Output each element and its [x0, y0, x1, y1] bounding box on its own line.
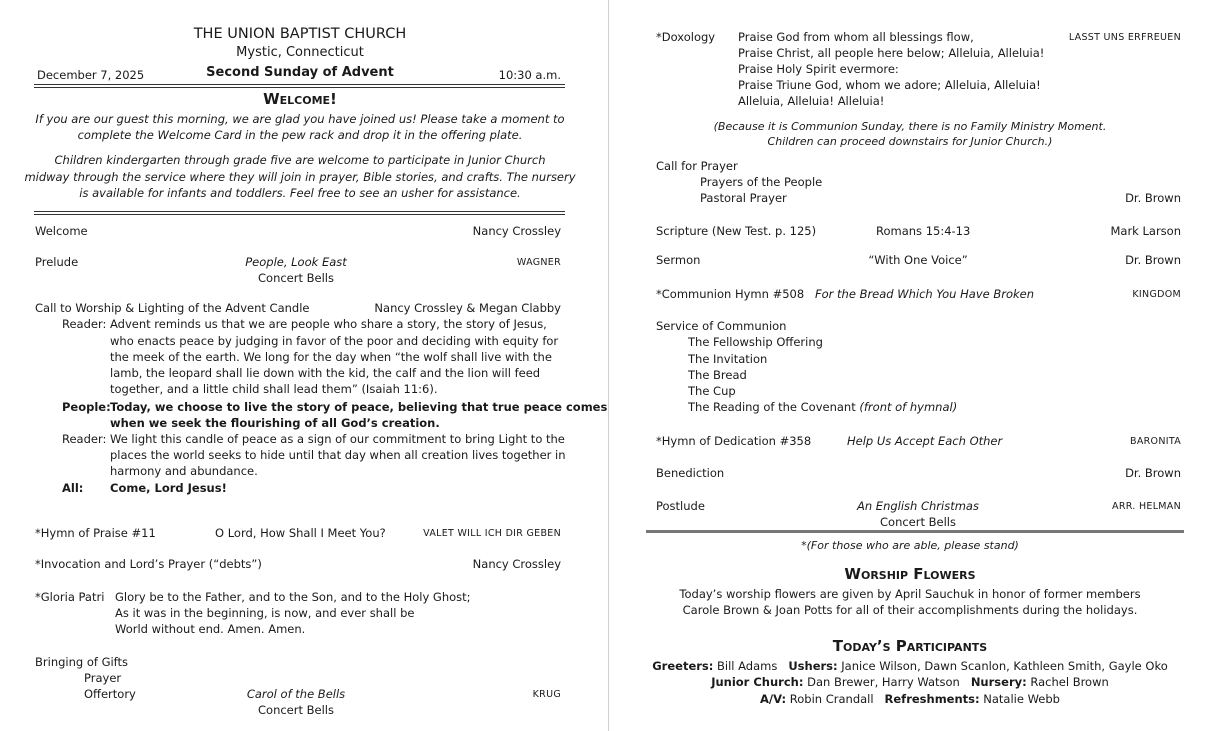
gloria-line: World without end. Amen. Amen. — [115, 622, 306, 636]
av-label: A/V: — [760, 692, 787, 706]
doxology-line: Praise Triune God, whom we adore; Alleluia, Alleluia! — [738, 78, 1041, 92]
service-occasion: Second Sunday of Advent — [206, 65, 394, 80]
header-rule — [34, 84, 565, 88]
invocation-leader: Nancy Crossley — [472, 557, 561, 571]
hymn-of-praise-title: O Lord, How Shall I Meet You? — [215, 526, 386, 540]
all-label: All: — [62, 481, 84, 495]
communion-hymn-label: *Communion Hymn #508 — [656, 287, 805, 301]
nursery-label: Nursery: — [970, 675, 1027, 689]
covenant-text: The Reading of the Covenant — [688, 400, 860, 414]
junior-church-text: is available for infants and toddlers. Feel free to see an usher for assistance. — [79, 186, 521, 200]
nursery-names: Rachel Brown — [1026, 675, 1109, 689]
doxology-tune: LASST UNS ERFREUEN — [1068, 32, 1181, 43]
doxology-line: Praise Christ, all people here below; Alleluia, Alleluia! — [738, 46, 1045, 60]
junior-church-label: Junior Church: — [711, 675, 804, 689]
flowers-heading: Worship Flowers — [844, 565, 976, 583]
church-name: THE UNION BAPTIST CHURCH — [193, 26, 407, 42]
right-page — [610, 0, 1220, 731]
reader-line: the meek of the earth. We long for the day when “the wolf shall live with the — [110, 350, 552, 364]
people-line: when we seek the flourishing of all God’s creation. — [110, 416, 440, 430]
prelude-title: People, Look East — [245, 255, 347, 269]
hymn-of-praise-label: *Hymn of Praise #11 — [35, 526, 156, 540]
service-time: 10:30 a.m. — [498, 68, 561, 82]
prelude-composer: WAGNER — [516, 257, 561, 268]
service-date: December 7, 2025 — [37, 68, 145, 82]
reader-line: who enacts peace by judging in favor of the poor and deciding with equity for — [110, 334, 559, 348]
communion-note: Children can proceed downstairs for Junior Church.) — [767, 135, 1053, 148]
communion-item: The Bread — [688, 368, 747, 382]
sermon-title: “With One Voice” — [868, 253, 968, 267]
people-label: People: — [62, 400, 111, 414]
refreshments-names: Natalie Webb — [979, 692, 1060, 706]
church-location: Mystic, Connecticut — [236, 45, 364, 60]
offertory-title: Carol of the Bells — [246, 687, 346, 701]
page-divider — [608, 0, 609, 731]
postlude-composer: ARR. HELMAN — [1112, 501, 1181, 512]
sermon-leader: Dr. Brown — [1125, 253, 1181, 267]
invocation-label: *Invocation and Lord’s Prayer (“debts”) — [35, 557, 262, 571]
offertory-performer: Concert Bells — [258, 703, 334, 717]
sermon-label: Sermon — [656, 253, 701, 267]
communion-note: (Because it is Communion Sunday, there is no Family Ministry Moment. — [713, 120, 1107, 133]
gloria-line: Glory be to the Father, and to the Son, and to the Holy Ghost; — [115, 590, 471, 604]
ushers-label: Ushers: — [788, 659, 838, 673]
offertory-label: Offertory — [84, 687, 136, 701]
service-of-communion-label: Service of Communion — [656, 319, 787, 333]
pastoral-prayer-label: Pastoral Prayer — [700, 191, 787, 205]
call-to-worship-label: Call to Worship & Lighting of the Advent Candle — [35, 301, 310, 315]
communion-item: The Cup — [688, 384, 736, 398]
reader-line: harmony and abundance. — [110, 464, 258, 478]
pastoral-prayer-leader: Dr. Brown — [1125, 191, 1181, 205]
bringing-of-gifts-label: Bringing of Gifts — [35, 655, 129, 669]
scripture-reference: Romans 15:4-13 — [876, 224, 971, 238]
junior-church-names: Dan Brewer, Harry Watson — [803, 675, 960, 689]
benediction-label: Benediction — [656, 466, 725, 480]
covenant-note: (front of hymnal) — [859, 400, 958, 414]
all-response: Come, Lord Jesus! — [110, 481, 227, 495]
flowers-text: Carole Brown & Joan Potts for all of their accomplishments during the holidays. — [682, 603, 1138, 617]
reader-label: Reader: — [62, 317, 107, 331]
av-names: Robin Crandall — [786, 692, 874, 706]
participants-heading: Today’s Participants — [832, 637, 988, 655]
doxology-line: Alleluia, Alleluia! Alleluia! — [738, 94, 885, 108]
people-line: Today, we choose to live the story of peace, believing that true peace comes — [110, 400, 608, 414]
hymn-of-dedication-title: Help Us Accept Each Other — [847, 434, 1003, 448]
order-end-rule — [646, 530, 1184, 533]
prayer-label: Prayer — [84, 671, 122, 685]
welcome-item-label: Welcome — [35, 224, 88, 238]
reader-line: Advent reminds us that we are people who share a story, the story of Jesus, — [110, 317, 547, 331]
welcome-rule — [34, 211, 565, 215]
left-page — [0, 0, 608, 731]
stand-note: *(For those who are able, please stand) — [801, 539, 1019, 552]
prelude-performer: Concert Bells — [258, 271, 334, 285]
doxology-line: Praise Holy Spirit evermore: — [738, 62, 899, 76]
prayers-of-people: Prayers of the People — [700, 175, 823, 189]
welcome-text: If you are our guest this morning, we are glad you have joined us! Please take a moment to — [35, 112, 565, 126]
offertory-composer: KRUG — [532, 689, 561, 700]
communion-item: The Fellowship Offering — [688, 335, 823, 349]
welcome-heading: Welcome! — [263, 90, 337, 108]
hymn-of-praise-tune: VALET WILL ICH DIR GEBEN — [423, 528, 561, 539]
participants-line — [610, 658, 1210, 674]
reader-line: We light this candle of peace as a sign of our commitment to bring Light to the — [110, 432, 565, 446]
reader-line: together, and a little child shall lead them” (Isaiah 11:6). — [110, 382, 438, 396]
participants-line — [610, 691, 1210, 707]
doxology-line: Praise God from whom all blessings flow, — [738, 30, 974, 44]
call-to-worship-leaders: Nancy Crossley & Megan Clabby — [374, 301, 561, 315]
greeters-label: Greeters: — [652, 659, 714, 673]
covenant-item — [688, 399, 957, 415]
gloria-patri-label: *Gloria Patri — [35, 590, 105, 604]
postlude-label: Postlude — [656, 499, 705, 513]
reader-line: lamb, the leopard shall lie down with the kid, the calf and the lion will feed — [110, 366, 541, 380]
call-for-prayer-label: Call for Prayer — [656, 159, 738, 173]
gloria-line: As it was in the beginning, is now, and ever shall be — [115, 606, 415, 620]
participants-line — [610, 674, 1210, 690]
scripture-reader: Mark Larson — [1110, 224, 1181, 238]
junior-church-text: Children kindergarten through grade five are welcome to participate in Junior Church — [54, 153, 546, 167]
communion-hymn-title: For the Bread Which You Have Broken — [815, 287, 1035, 301]
greeters-names: Bill Adams — [713, 659, 778, 673]
welcome-text: complete the Welcome Card in the pew rack and drop it in the offering plate. — [77, 128, 523, 142]
hymn-of-dedication-label: *Hymn of Dedication #358 — [656, 434, 812, 448]
doxology-label: *Doxology — [656, 30, 716, 44]
scripture-label: Scripture (New Test. p. 125) — [656, 224, 817, 238]
junior-church-text: midway through the service where they will join in prayer, Bible stories, and crafts. The nursery — [24, 170, 576, 184]
ushers-names: Janice Wilson, Dawn Scanlon, Kathleen Smith, Gayle Oko — [837, 659, 1168, 673]
welcome-item-leader: Nancy Crossley — [472, 224, 561, 238]
reader-line: places the world seeks to hide until that day when all creation lives together in — [110, 448, 566, 462]
flowers-text: Today’s worship flowers are given by April Sauchuk in honor of former members — [679, 587, 1141, 601]
communion-hymn-tune: KINGDOM — [1132, 289, 1181, 300]
benediction-leader: Dr. Brown — [1125, 466, 1181, 480]
reader-label: Reader: — [62, 432, 107, 446]
refreshments-label: Refreshments: — [884, 692, 980, 706]
prelude-label: Prelude — [35, 255, 79, 269]
communion-item: The Invitation — [688, 352, 768, 366]
postlude-performer: Concert Bells — [880, 515, 956, 529]
hymn-of-dedication-tune: BARONITA — [1130, 436, 1181, 447]
postlude-title: An English Christmas — [857, 499, 979, 513]
